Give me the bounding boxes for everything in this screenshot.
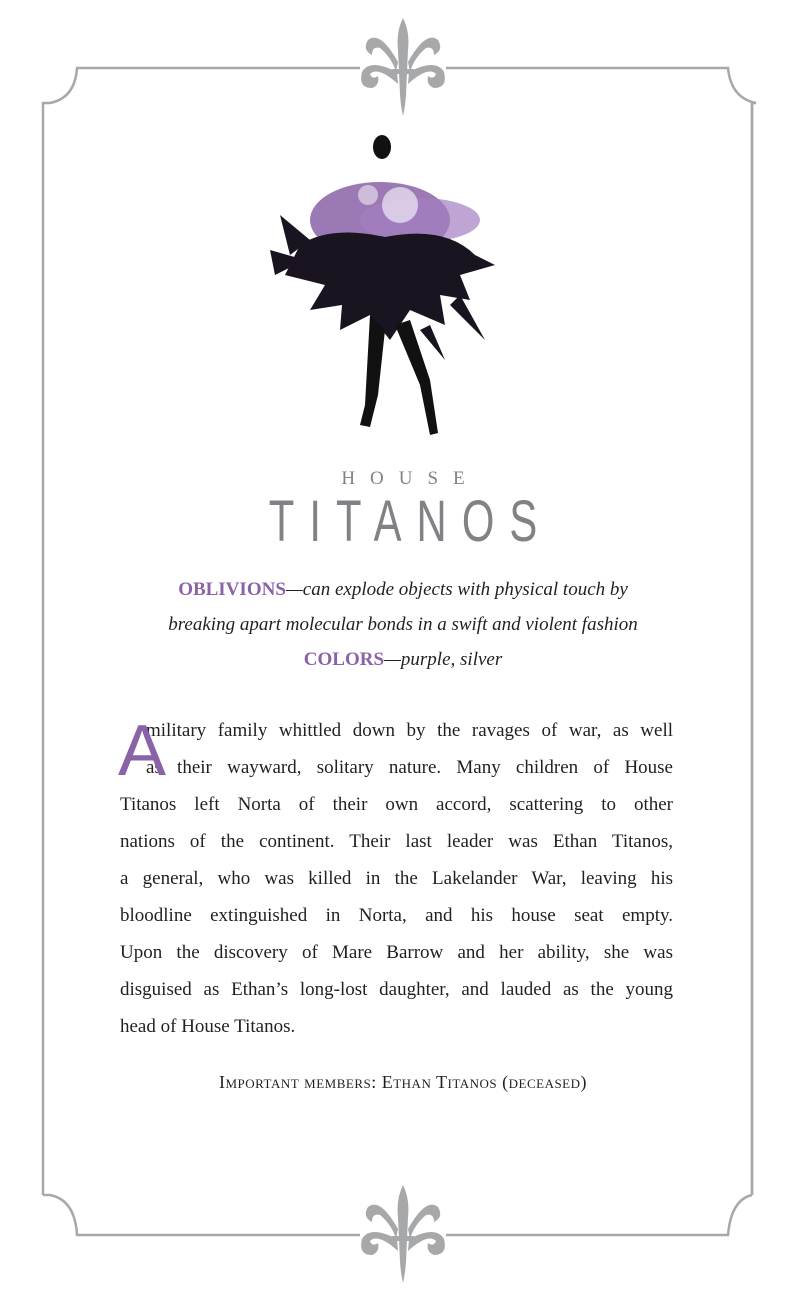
house-name-title: TITANOS: [268, 489, 553, 554]
body-line: nations of the continent. Their last leader was Ethan Titanos,: [120, 831, 673, 852]
colors-value: —purple, silver: [384, 649, 503, 670]
body-line: bloodline extinguished in Norta, and his house seat empty.: [120, 905, 673, 926]
ability-line: [100, 572, 706, 607]
house-label: HOUSE: [341, 468, 480, 489]
fleur-de-lis-top-icon: [361, 18, 445, 116]
colors-key: COLORS: [303, 649, 385, 670]
house-description: [120, 712, 673, 1045]
ability-key: OBLIVIONS: [178, 579, 286, 600]
abilities-block: [100, 572, 706, 677]
body-line: a general, who was killed in the Lakelander War, leaving his: [120, 868, 673, 889]
house-figure-illustration: [270, 125, 500, 450]
important-members: Important members: Ethan Titanos (deceased): [218, 1072, 588, 1092]
body-line: Titanos left Norta of their own accord, scattering to other: [120, 794, 673, 815]
body-line: military family whittled down by the ravages of war, as well: [146, 720, 673, 741]
colors-line: [100, 642, 706, 677]
fleur-de-lis-bottom-icon: [361, 1185, 445, 1283]
ability-continuation: breaking apart molecular bonds in a swift and violent fashion: [168, 614, 638, 635]
body-line: disguised as Ethan’s long-lost daughter, and lauded as the young: [120, 979, 673, 1000]
body-line: Upon the discovery of Mare Barrow and her ability, she was: [120, 942, 673, 963]
body-line: as their wayward, solitary nature. Many children of House: [146, 757, 673, 778]
ability-value: —can explode objects with physical touch by: [285, 579, 628, 600]
body-line: head of House Titanos.: [120, 1016, 296, 1037]
drop-cap: A: [118, 711, 167, 791]
